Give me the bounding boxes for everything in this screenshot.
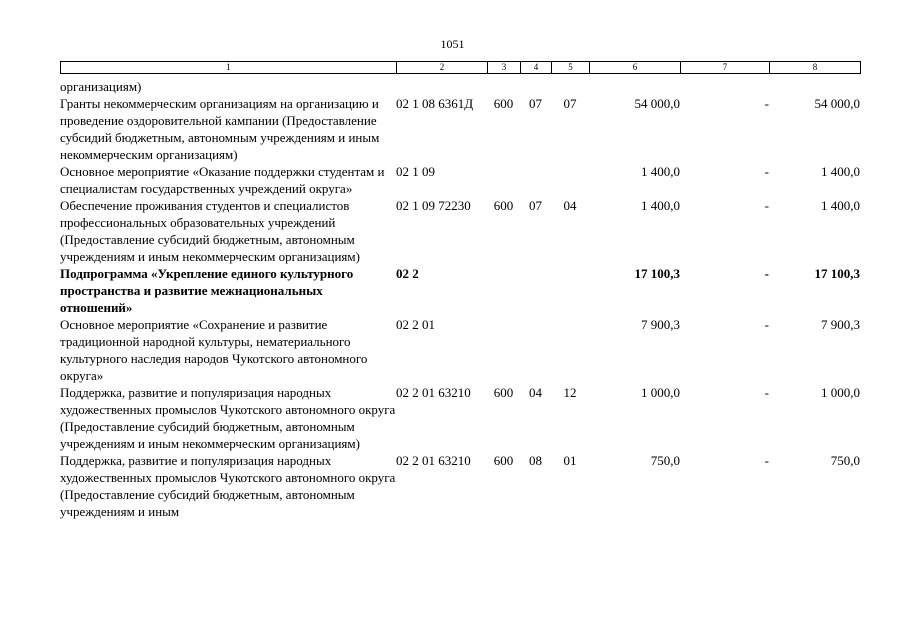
row-subsection-cell: 12 (563, 385, 577, 400)
table-row (60, 316, 860, 384)
row-total-cell: 17 100,3 (634, 266, 680, 281)
row-name-cell: организациям) (60, 79, 142, 94)
column-header-1: 1 (61, 62, 397, 74)
column-header-4: 4 (521, 62, 552, 74)
row-regional-cell (769, 78, 860, 95)
row-expense-type-cell: 600 (493, 385, 514, 400)
row-name-cell: Основное мероприятие «Сохранение и развитие традиционной народной культуры, нематериального культурного наследия народов Чукотского автономного округа» (60, 317, 368, 383)
row-subsection-cell (551, 265, 589, 316)
column-header-6: 6 (590, 62, 681, 74)
table-row (60, 163, 860, 197)
table-row (60, 265, 860, 316)
column-header-3: 3 (488, 62, 521, 74)
row-federal-cell: - (764, 317, 769, 332)
row-total-cell: 750,0 (650, 453, 680, 468)
row-name-cell: Поддержка, развитие и популяризация народных художественных промыслов Чукотского автономного округа (Предоставление субсидий бюджетным, автономным учреждениям и иным некоммерческим организациям) (60, 385, 396, 451)
row-federal-cell: - (764, 453, 769, 468)
row-code-cell: 02 2 (396, 266, 419, 281)
row-name-cell: Основное мероприятие «Оказание поддержки студентам и специалистам государственных учреждений округа» (60, 164, 385, 196)
row-subsection-cell (551, 78, 589, 95)
row-expense-type-cell (487, 163, 520, 197)
table-row (60, 78, 860, 95)
row-name-cell: Гранты некоммерческим организациям на организацию и проведение оздоровительной кампании (Предоставление субсидий бюджетным, автономным учреждениям и иным некоммерческим организациям) (60, 96, 380, 162)
row-regional-cell: 17 100,3 (814, 266, 860, 281)
row-name-cell: Поддержка, развитие и популяризация народных художественных промыслов Чукотского автономного округа (Предоставление субсидий бюджетным, автономным учреждениям и иным (60, 453, 396, 519)
row-code-cell: 02 1 09 72230 (396, 198, 471, 213)
row-total-cell (589, 78, 680, 95)
row-total-cell: 1 000,0 (641, 385, 680, 400)
table-row (60, 197, 860, 265)
table-row (60, 384, 860, 452)
row-section-cell (520, 78, 551, 95)
row-name-cell: Подпрограмма «Укрепление единого культурного пространства и развитие межнациональных отношений» (60, 266, 354, 315)
table-row (60, 452, 860, 520)
row-expense-type-cell: 600 (493, 96, 514, 111)
row-section-cell: 07 (529, 96, 542, 111)
row-subsection-cell: 04 (563, 198, 577, 213)
row-code-cell: 02 2 01 63210 (396, 385, 471, 400)
row-code-cell (396, 78, 487, 95)
column-header-7: 7 (681, 62, 770, 74)
row-expense-type-cell: 600 (493, 198, 514, 213)
column-header-row (61, 62, 861, 74)
row-regional-cell: 1 400,0 (821, 164, 860, 179)
row-subsection-cell: 07 (563, 96, 577, 111)
row-federal-cell: - (764, 164, 769, 179)
column-header-2: 2 (397, 62, 488, 74)
row-total-cell: 1 400,0 (641, 198, 680, 213)
row-section-cell (520, 316, 551, 384)
row-federal-cell (680, 78, 769, 95)
row-subsection-cell: 01 (563, 453, 577, 468)
row-code-cell: 02 2 01 (396, 317, 435, 332)
row-section-cell (520, 163, 551, 197)
row-expense-type-cell (487, 78, 520, 95)
row-federal-cell: - (764, 385, 769, 400)
row-section-cell: 08 (529, 453, 542, 468)
row-federal-cell: - (764, 96, 769, 111)
row-regional-cell: 750,0 (830, 453, 860, 468)
row-federal-cell: - (764, 266, 769, 281)
row-code-cell: 02 1 08 6361Д (396, 96, 474, 111)
row-name-cell: Обеспечение проживания студентов и специалистов профессиональных образовательных учреждений (Предоставление субсидий бюджетным, автономным учреждениям и иным некоммерческим организациям) (60, 198, 360, 264)
row-regional-cell: 54 000,0 (814, 96, 860, 111)
row-total-cell: 54 000,0 (634, 96, 680, 111)
table-row (60, 95, 860, 163)
column-header-table (60, 61, 861, 74)
page-number: 1051 (440, 37, 465, 51)
row-expense-type-cell (487, 265, 520, 316)
column-header-8: 8 (770, 62, 861, 74)
row-regional-cell: 1 400,0 (821, 198, 860, 213)
row-regional-cell: 1 000,0 (821, 385, 860, 400)
row-section-cell: 07 (529, 198, 542, 213)
row-section-cell (520, 265, 551, 316)
row-expense-type-cell (487, 316, 520, 384)
row-section-cell: 04 (529, 385, 542, 400)
row-subsection-cell (551, 163, 589, 197)
column-header-5: 5 (552, 62, 590, 74)
row-total-cell: 1 400,0 (641, 164, 680, 179)
row-subsection-cell (551, 316, 589, 384)
row-federal-cell: - (764, 198, 769, 213)
row-expense-type-cell: 600 (493, 453, 514, 468)
row-code-cell: 02 2 01 63210 (396, 453, 471, 468)
row-code-cell: 02 1 09 (396, 164, 435, 179)
row-regional-cell: 7 900,3 (821, 317, 860, 332)
budget-table (60, 78, 860, 520)
row-total-cell: 7 900,3 (641, 317, 680, 332)
